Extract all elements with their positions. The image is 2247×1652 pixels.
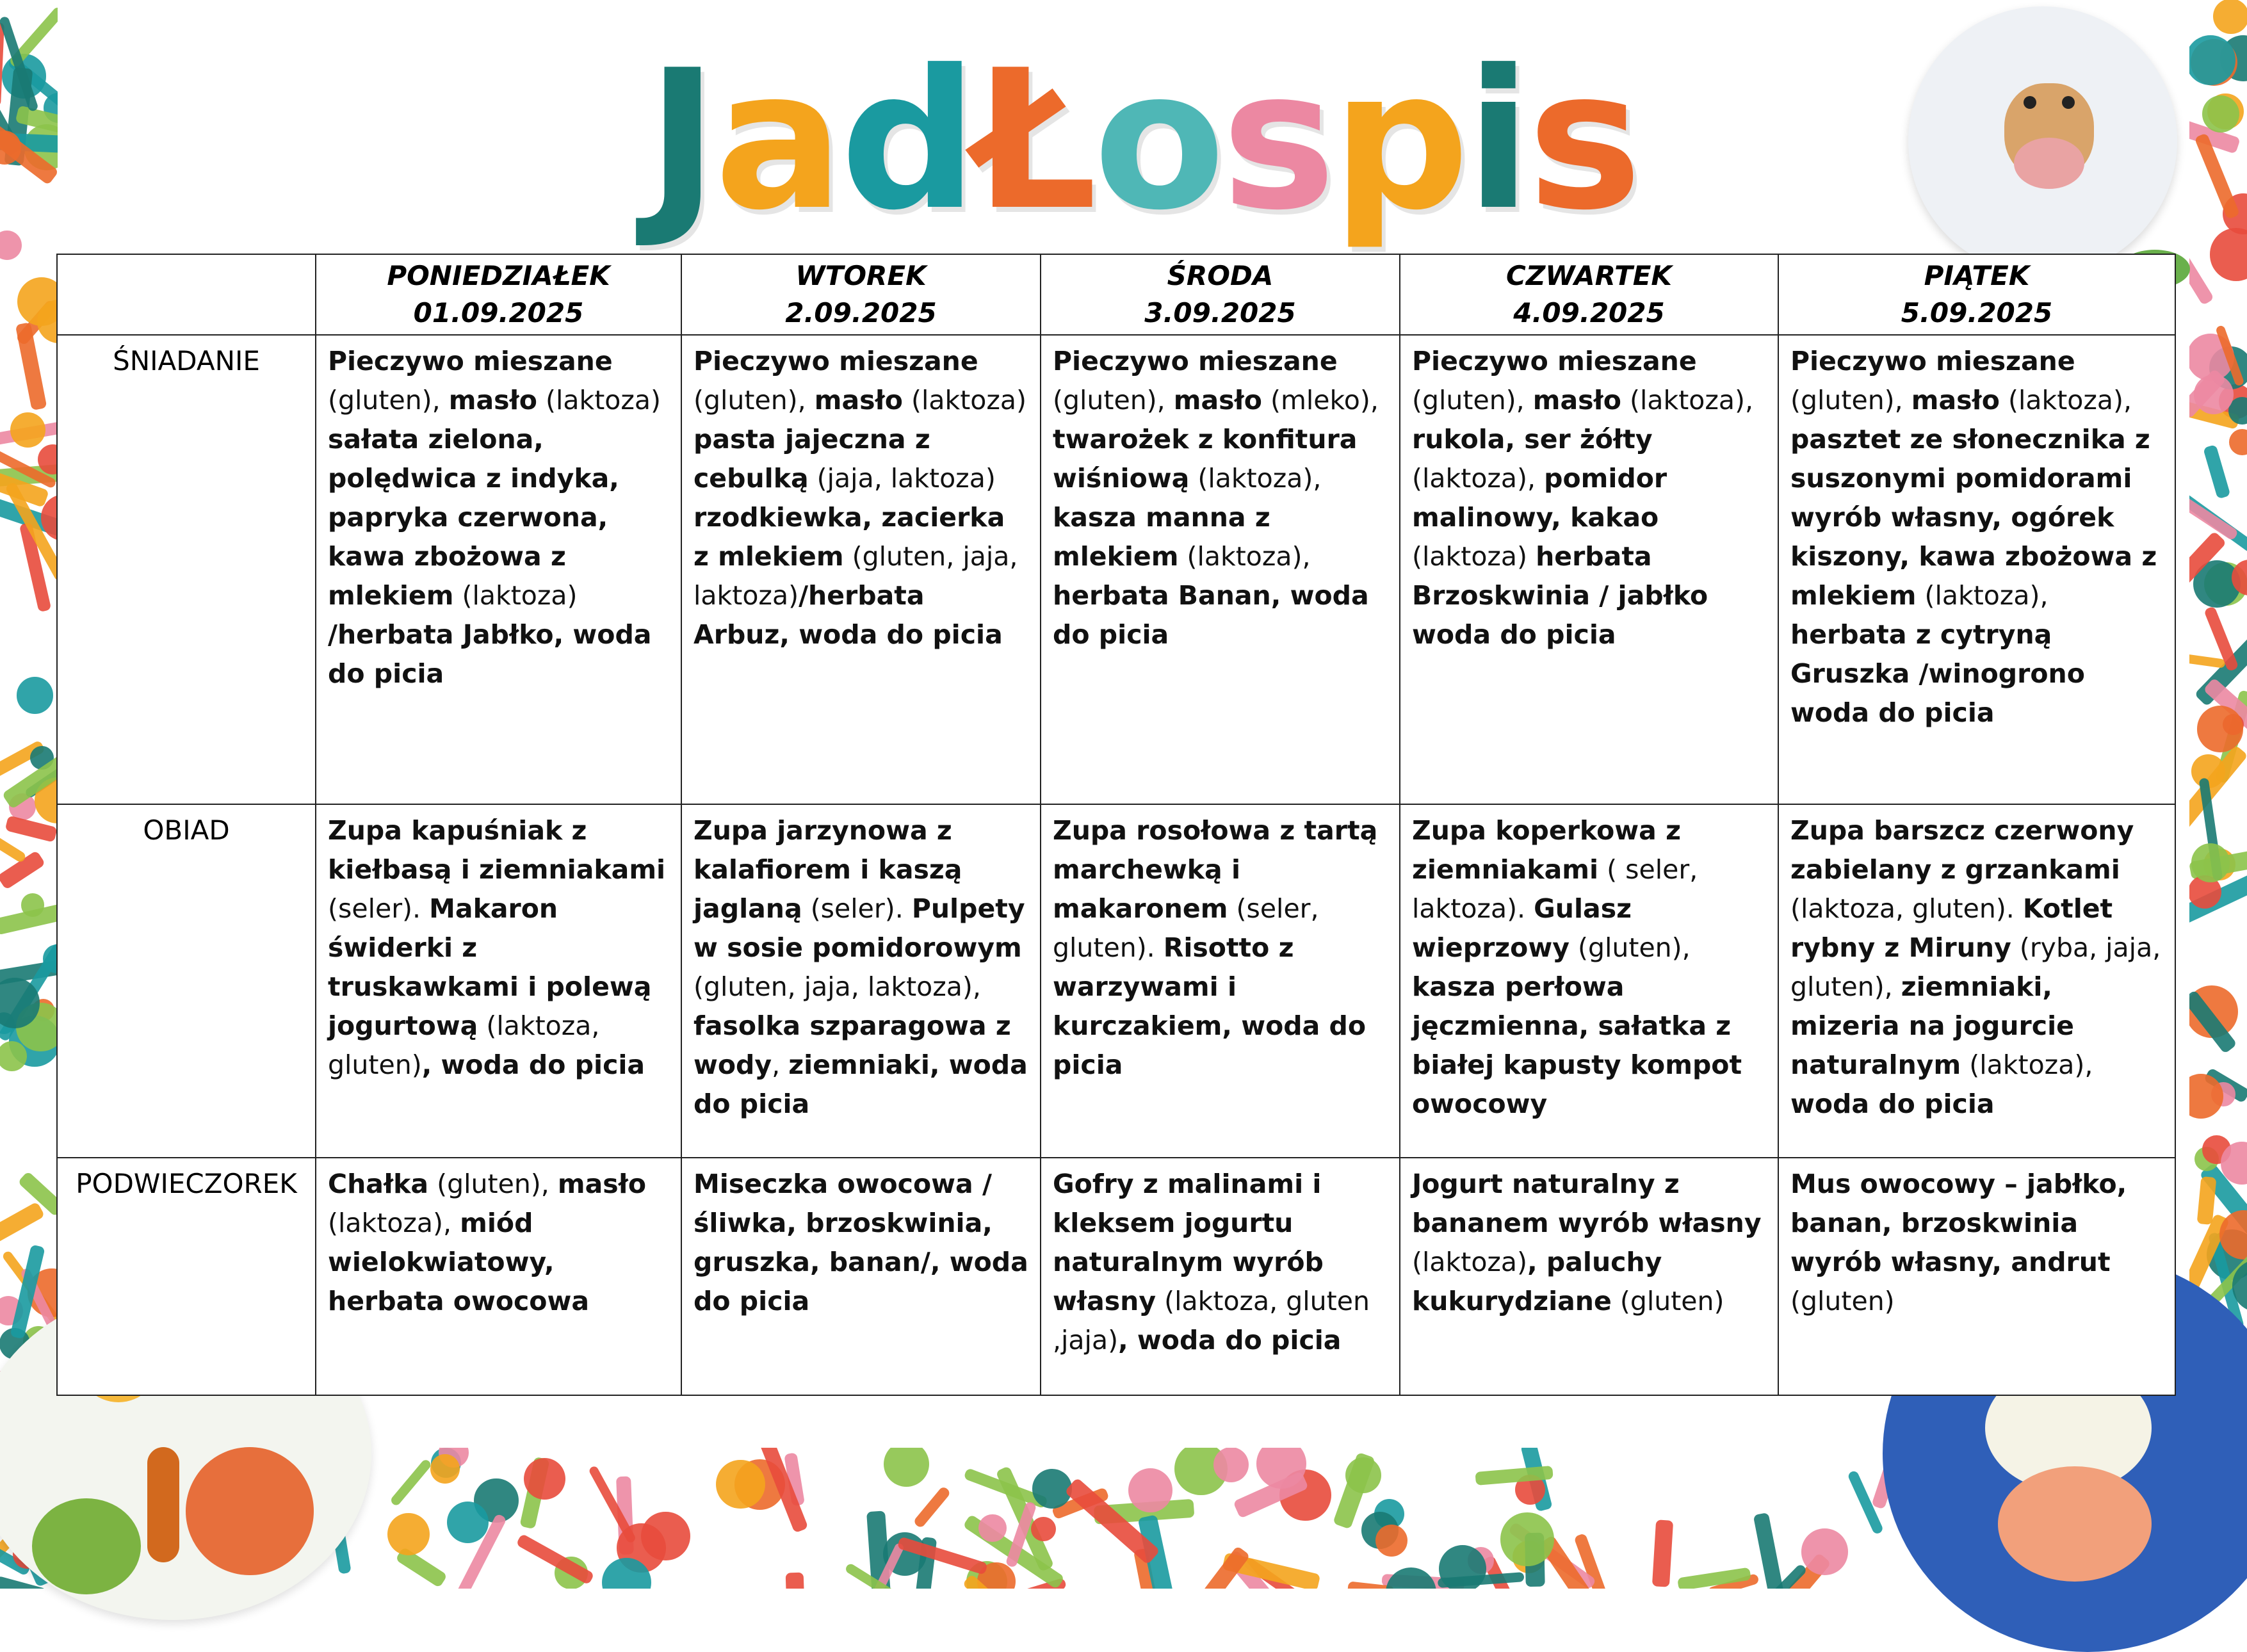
dish-text: Jogurt naturalny z bananem wyrób własny [1412, 1169, 1762, 1238]
utensil-decoration [0, 1041, 27, 1071]
allergen-text: (laktoza), [1961, 1049, 2093, 1080]
dish-text: , woda do picia [1118, 1325, 1342, 1356]
utensil-decoration [387, 1513, 430, 1555]
dish-text: Kotlet rybny z Miruny [1790, 893, 2113, 963]
dish-text: masło [557, 1169, 647, 1199]
menu-cell [1400, 1158, 1778, 1395]
utensil-decoration [786, 1573, 807, 1589]
cow-plate-image [1908, 6, 2177, 275]
dish-text: kasza manna z mlekiem [1053, 502, 1270, 572]
dish-text: Miseczka owocowa /śliwka, brzoskwinia, gruszka, banan/, woda do picia [694, 1169, 1028, 1316]
title-letter: o [1093, 29, 1222, 252]
utensil-decoration [1652, 1520, 1673, 1588]
menu-cell [681, 335, 1041, 804]
dish-text: masło [814, 385, 903, 416]
utensil-decoration [17, 677, 54, 714]
utensil-decoration [1128, 1468, 1172, 1512]
dish-text: pasztet ze słonecznika z suszonymi pomidorami wyrób własny, ogórek kiszony, kawa zbożowa z mlekiem [1790, 424, 2157, 611]
dish-text: twarożek z konfitura wiśniową [1053, 424, 1358, 494]
dish-text: Gofry z malinami i kleksem jogurtu naturalnym wyrób własny [1053, 1169, 1324, 1316]
menu-cell [1041, 804, 1400, 1158]
allergen-text: (laktoza) [453, 580, 578, 611]
dish-text: Pulpety w sosie pomidorowym [694, 893, 1025, 963]
menu-cell [316, 804, 681, 1158]
dish-text: Makaron świderki z truskawkami i polewą jogurtową [328, 893, 652, 1041]
allergen-text: (gluten) [1790, 1286, 1895, 1316]
dish-text: sałata zielona, polędwica z indyka, papryka czerwona, kawa zbożowa z mlekiem [328, 424, 619, 611]
allergen-text: (laktoza), [1412, 463, 1545, 494]
allergen-text: (laktoza), [1189, 463, 1322, 494]
meal-label-lunch: OBIAD [57, 804, 316, 1158]
dish-text: miód wielokwiatowy, herbata owocowa [328, 1208, 589, 1316]
menu-cell [1041, 1158, 1400, 1395]
allergen-text: (laktoza, gluten ,jaja) [1053, 1286, 1370, 1356]
dish-text: pomidor malinowy, kakao [1412, 463, 1667, 533]
utensil-decoration [1386, 1567, 1436, 1589]
dish-text: fasolka szparagowa z wody [694, 1010, 1011, 1080]
utensil-decoration [884, 1448, 929, 1487]
utensil-decoration [0, 22, 4, 107]
allergen-text: (gluten), [1053, 385, 1174, 416]
allergen-text: (laktoza) [1412, 541, 1536, 572]
allergen-text: (jaja, laktoza) [808, 463, 996, 494]
dish-text: Pieczywo mieszane [694, 346, 978, 377]
allergen-text: (laktoza), [1178, 541, 1311, 572]
meal-label-snack: PODWIECZOREK [57, 1158, 316, 1395]
title-letter: J [647, 29, 715, 252]
dish-text: Zupa koperkowa z ziemniakami [1412, 815, 1681, 885]
utensil-decoration [10, 412, 45, 448]
dish-text: masło [1532, 385, 1621, 416]
utensil-decoration [2197, 706, 2244, 752]
dish-text: masło [1173, 385, 1262, 416]
utensil-decoration [2202, 95, 2239, 133]
title-letter: Ł [973, 29, 1094, 252]
allergen-text: (laktoza, gluten). [1790, 893, 2023, 924]
utensil-decoration [913, 1486, 952, 1529]
utensil-decoration [1213, 1448, 1249, 1482]
dish-text: pasta jajeczna z cebulką [694, 424, 930, 494]
allergen-text: (gluten, jaja, laktoza), [694, 971, 981, 1002]
table-header-row [57, 254, 2175, 335]
utensil-decoration [1032, 1469, 1072, 1509]
allergen-text: (gluten), [1790, 385, 1911, 416]
dish-text: , paluchy kukurydziane [1412, 1247, 1662, 1316]
dish-text: masło [448, 385, 537, 416]
table-row-lunch [57, 804, 2175, 1158]
allergen-text: (gluten), [428, 1169, 558, 1199]
allergen-text: (gluten), [1412, 385, 1533, 416]
meal-label-breakfast: ŚNIADANIE [57, 335, 316, 804]
allergen-text: (laktoza), [1999, 385, 2132, 416]
dish-text: Pieczywo mieszane [1790, 346, 2075, 377]
utensil-decoration [389, 1458, 433, 1507]
menu-cell [681, 1158, 1041, 1395]
day-header: PIĄTEK 5.09.2025 [1778, 254, 2175, 335]
day-header: CZWARTEK 4.09.2025 [1400, 254, 1778, 335]
menu-cell [316, 335, 681, 804]
allergen-text: (laktoza) [902, 385, 1027, 416]
dish-text: Gulasz wieprzowy [1412, 893, 1632, 963]
dish-text: Zupa jarzynowa z kalafiorem i kaszą jaglaną [694, 815, 962, 924]
dish-text: kasza perłowa jęczmienna, sałatka z białej kapusty kompot owocowy [1412, 971, 1742, 1119]
dish-text: Risotto z warzywami i kurczakiem, woda do picia [1053, 932, 1367, 1080]
dish-text: herbata z cytryną Gruszka /winogrono woda do picia [1790, 619, 2085, 728]
dish-text: , woda do picia [421, 1049, 645, 1080]
utensil-decoration [716, 1460, 765, 1509]
utensil-decoration [2189, 652, 2226, 669]
allergen-text: (laktoza), [328, 1208, 460, 1238]
utensil-decoration [1031, 1517, 1055, 1541]
menu-table [56, 254, 2176, 1396]
menu-cell [1778, 335, 2175, 804]
dish-text: Pieczywo mieszane [328, 346, 613, 377]
dish-text: woda do picia [1790, 1089, 1995, 1119]
menu-cell [1400, 804, 1778, 1158]
dish-text: Zupa kapuśniak z kiełbasą i ziemniakami [328, 815, 666, 885]
dish-text: Zupa barszcz czerwony zabielany z grzankami [1790, 815, 2134, 885]
utensil-decoration [2213, 0, 2247, 34]
allergen-text: (laktoza) [537, 385, 661, 416]
title-letter: p [1332, 29, 1466, 252]
utensil-decoration [524, 1458, 565, 1500]
allergen-text: , [772, 1049, 789, 1080]
utensil-decoration [2191, 843, 2230, 882]
allergen-text: (laktoza) [1412, 1247, 1528, 1277]
menu-cell [1400, 335, 1778, 804]
menu-cell [681, 804, 1041, 1158]
page-title [647, 29, 1646, 252]
dish-text: masło [1911, 385, 2000, 416]
table-row-snack [57, 1158, 2175, 1395]
dish-text: herbata Brzoskwinia / jabłko woda do picia [1412, 541, 1708, 650]
day-header: PONIEDZIAŁEK 01.09.2025 [316, 254, 681, 335]
dish-text: rzodkiewka, zacierka z mlekiem [694, 502, 1005, 572]
dish-text: Mus owocowy – jabłko, banan, brzoskwinia wyrób własny, andrut [1790, 1169, 2127, 1277]
dish-text: herbata Banan, woda do picia [1053, 580, 1369, 650]
title-letter: i [1465, 29, 1528, 252]
utensil-decoration [447, 1502, 489, 1543]
utensil-decoration [1753, 1512, 1787, 1589]
utensil-decoration [2189, 35, 2235, 85]
allergen-text: (gluten), [328, 385, 449, 416]
dish-text: ziemniaki, woda do picia [694, 1049, 1028, 1119]
utensil-decoration [1375, 1525, 1407, 1557]
allergen-text: (seler). [802, 893, 912, 924]
allergen-text: (gluten) [1611, 1286, 1724, 1316]
day-header: ŚRODA 3.09.2025 [1041, 254, 1400, 335]
dish-text: Pieczywo mieszane [1412, 346, 1697, 377]
allergen-text: (laktoza, gluten) [328, 1010, 600, 1080]
allergen-text: (laktoza), [1621, 385, 1754, 416]
utensil-decoration [430, 1454, 460, 1484]
utensil-decoration [1500, 1512, 1553, 1566]
dish-text: Pieczywo mieszane [1053, 346, 1338, 377]
allergen-text: (gluten), [1569, 932, 1691, 963]
menu-cell [1778, 804, 2175, 1158]
header-corner [57, 254, 316, 335]
title-letter: d [840, 29, 974, 252]
title-letter: s [1527, 29, 1639, 252]
allergen-text: (mleko), [1261, 385, 1379, 416]
dish-text: rukola, ser żółty [1412, 424, 1653, 455]
day-header: WTOREK 2.09.2025 [681, 254, 1041, 335]
utensil-decoration [978, 1514, 1006, 1542]
title-letter: a [714, 29, 841, 252]
dish-text: ziemniaki, mizeria na jogurcie naturalnym [1790, 971, 2074, 1080]
allergen-text: (seler, gluten). [1053, 893, 1319, 963]
title-letter: s [1221, 29, 1333, 252]
menu-cell [1041, 335, 1400, 804]
allergen-text: (laktoza), [1916, 580, 2048, 611]
utensil-decoration [1439, 1545, 1486, 1589]
allergen-text: ( seler, laktoza). [1412, 854, 1698, 924]
utensil-decoration [1801, 1528, 1848, 1575]
dish-text: /herbata Arbuz, woda do picia [694, 580, 1003, 650]
utensil-decoration [2203, 444, 2231, 499]
table-row-breakfast [57, 335, 2175, 804]
allergen-text: (gluten, jaja, laktoza) [694, 541, 1018, 611]
allergen-text: (ryba, jaja, gluten), [1790, 932, 2161, 1002]
dish-text: /herbata Jabłko, woda do picia [328, 619, 652, 689]
allergen-text: (gluten), [694, 385, 815, 416]
utensil-decoration [2210, 228, 2247, 280]
dish-text: Zupa rosołowa z tartą marchewką i makaronem [1053, 815, 1378, 924]
menu-cell [316, 1158, 681, 1395]
utensil-decoration [2229, 429, 2247, 455]
dish-text: Chałka [328, 1169, 429, 1199]
utensil-decoration [0, 231, 22, 260]
menu-cell [1778, 1158, 2175, 1395]
utensil-decoration [641, 1512, 690, 1561]
allergen-text: (seler). [328, 893, 430, 924]
